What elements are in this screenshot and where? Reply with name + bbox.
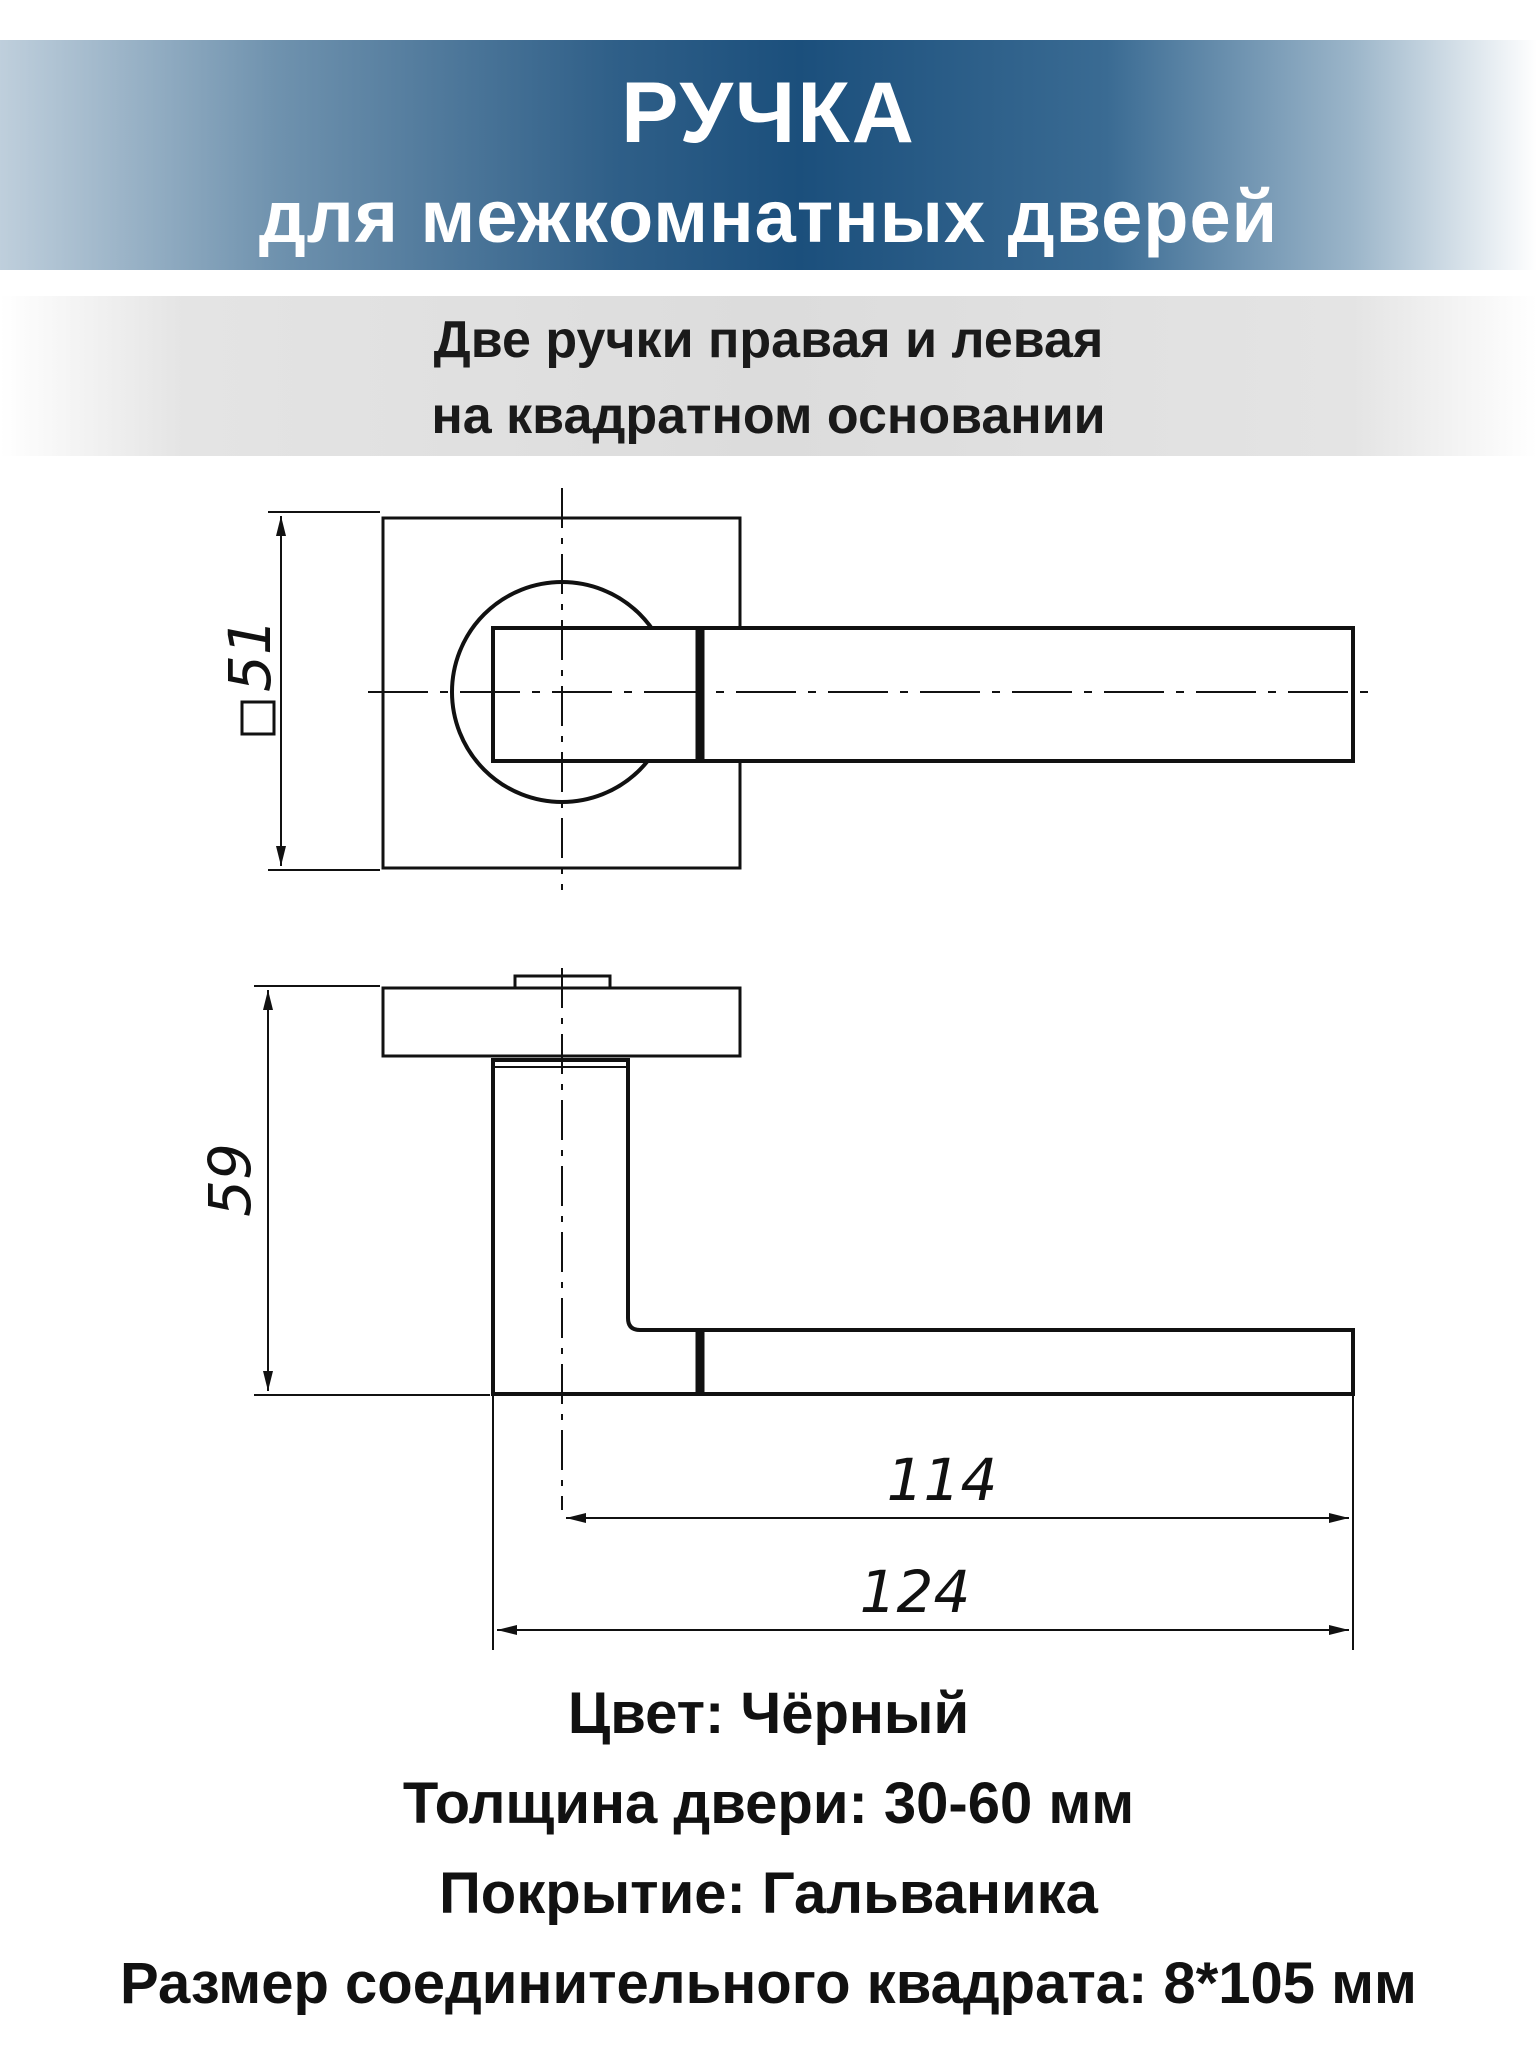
- spec-square-size: Размер соединительного квадрата: 8*105 мм: [120, 1951, 1417, 2016]
- dim-114-label: 114: [886, 1446, 998, 1514]
- spec-door-thickness: Толщина двери: 30-60 мм: [402, 1771, 1135, 1836]
- side-view: [254, 968, 1353, 1650]
- lever-bar: [700, 628, 1353, 761]
- dim-124-label: 124: [859, 1558, 971, 1626]
- product-title: РУЧКА: [621, 65, 916, 161]
- lever-neck: [493, 628, 700, 761]
- spec-coating: Покрытие: Гальваника: [439, 1861, 1098, 1926]
- spec-color: Цвет: Чёрный: [567, 1681, 970, 1746]
- title-banner: [0, 40, 1537, 270]
- description-band: [0, 296, 1537, 456]
- product-subtitle: для межкомнатных дверей: [258, 175, 1279, 258]
- side-lever: [493, 1060, 1353, 1394]
- description-line-1: Две ручки правая и левая: [433, 311, 1104, 369]
- technical-drawing: [0, 470, 1537, 1670]
- dim-height-label: 59: [196, 1143, 264, 1217]
- description-line-2: на квадратном основании: [431, 387, 1106, 445]
- front-view: [268, 488, 1378, 890]
- dim-square-label: 51: [216, 618, 284, 692]
